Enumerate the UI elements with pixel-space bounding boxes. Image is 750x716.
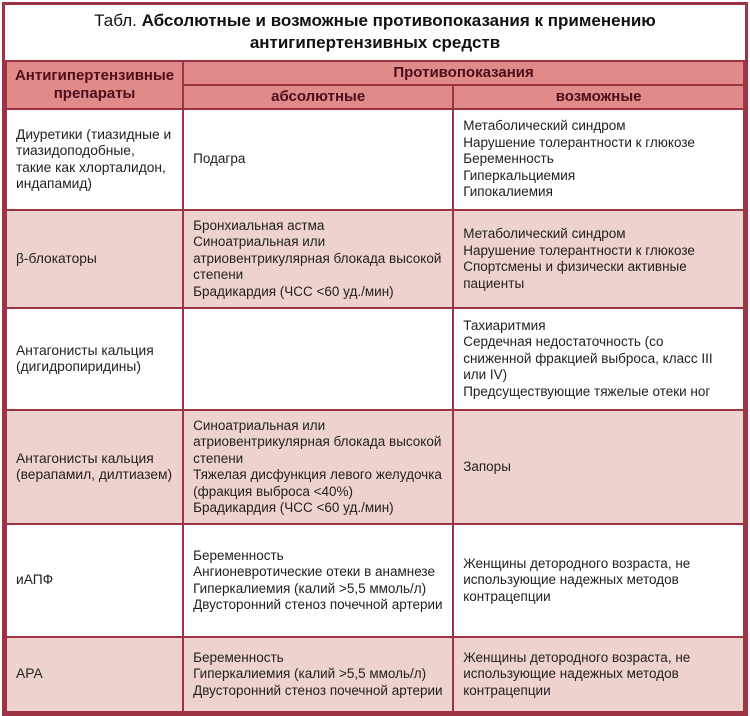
absolute-contraindications-cell bbox=[183, 210, 453, 308]
drug-name-cell: Диуретики (тиазидные и тиазидоподобные, такие как хлорталидон, индапамид) bbox=[6, 109, 183, 210]
absolute-contraindications-cell bbox=[183, 109, 453, 210]
contraindication-item: Метаболический синдром bbox=[463, 226, 626, 241]
table-title bbox=[5, 5, 745, 60]
table-header bbox=[6, 61, 744, 109]
drug-name-cell: Антагонисты кальция (верапамил, дилтиазем) bbox=[6, 410, 183, 524]
contraindications-table bbox=[5, 60, 745, 713]
contraindication-item: Гиперкальциемия bbox=[463, 167, 576, 183]
table-row-diuretics bbox=[6, 109, 744, 210]
contraindication-item: Нарушение толерантности к глюкозе bbox=[463, 134, 695, 150]
drug-name-cell: АРА bbox=[6, 637, 183, 712]
table-title-text: Абсолютные и возможные противопоказания к применению антигипертензивных средств bbox=[141, 11, 656, 52]
contraindication-item: Запоры bbox=[463, 458, 511, 474]
contraindication-item: Гиперкалиемия (калий >5,5 ммоль/л) bbox=[193, 666, 427, 682]
table-row-arb bbox=[6, 637, 744, 712]
possible-contraindications-cell bbox=[453, 410, 744, 524]
absolute-contraindications-cell bbox=[183, 308, 453, 410]
contraindication-item: Гиперкалиемия (калий >5,5 ммоль/л) bbox=[193, 580, 427, 596]
possible-contraindications-cell bbox=[453, 308, 744, 410]
contraindication-item: Сердечная недостаточность (со сниженной фракцией выброса, класс III или IV) bbox=[463, 334, 713, 383]
contraindication-item: Беременность bbox=[193, 547, 284, 563]
contraindication-item: Брадикардия (ЧСС <60 уд./мин) bbox=[193, 283, 394, 299]
table-title-prefix: Табл. bbox=[94, 11, 137, 30]
header-drugs-column: Антигипертензивные препараты bbox=[6, 61, 183, 109]
contraindication-item: Женщины детородного возраста, не использующие надежных методов контрацепции bbox=[463, 555, 691, 604]
absolute-contraindications-cell bbox=[183, 524, 453, 637]
header-contraindications-group: Противопоказания bbox=[183, 61, 744, 85]
contraindication-item: Тяжелая дисфункция левого желудочка (фракция выброса <40%) bbox=[193, 467, 442, 499]
contraindication-item: Спортсмены и физически активные пациенты bbox=[463, 259, 687, 291]
absolute-contraindications-cell bbox=[183, 637, 453, 712]
header-absolute-column: абсолютные bbox=[183, 85, 453, 109]
contraindication-item: Подагра bbox=[193, 151, 246, 167]
possible-contraindications-cell bbox=[453, 210, 744, 308]
possible-contraindications-cell bbox=[453, 109, 744, 210]
contraindication-item: Метаболический синдром bbox=[463, 118, 626, 134]
table-row-beta-blockers bbox=[6, 210, 744, 308]
contraindication-item: Нарушение толерантности к глюкозе bbox=[463, 242, 695, 258]
contraindication-item: Ангионевротические отеки в анамнезе bbox=[193, 564, 435, 579]
contraindication-item: Брадикардия (ЧСС <60 уд./мин) bbox=[193, 500, 394, 515]
contraindication-item: Гипокалиемия bbox=[463, 184, 553, 200]
header-possible-column: возможные bbox=[453, 85, 744, 109]
contraindication-item: Беременность bbox=[463, 151, 554, 167]
contraindication-item: Беременность bbox=[193, 649, 284, 665]
table-row-calcium-antagonists-dhp bbox=[6, 308, 744, 410]
possible-contraindications-cell bbox=[453, 637, 744, 712]
table-row-ace-inhibitors bbox=[6, 524, 744, 637]
contraindication-item: Бронхиальная астма bbox=[193, 217, 325, 233]
contraindication-item: Двусторонний стеноз почечной артерии bbox=[193, 597, 443, 612]
contraindication-item: Тахиаритмия bbox=[463, 317, 546, 333]
contraindication-item: Синоатриальная или атриовентрикулярная блокада высокой степени bbox=[193, 417, 442, 466]
drug-name-cell: β-блокаторы bbox=[6, 210, 183, 308]
possible-contraindications-cell bbox=[453, 524, 744, 637]
drug-name-cell: Антагонисты кальция (дигидропиридины) bbox=[6, 308, 183, 410]
drug-name-cell: иАПФ bbox=[6, 524, 183, 637]
contraindication-item: Двусторонний стеноз почечной артерии bbox=[193, 682, 443, 698]
contraindication-item: Женщины детородного возраста, не использующие надежных методов контрацепции bbox=[463, 649, 691, 698]
table-row-calcium-antagonists-verapamil bbox=[6, 410, 744, 524]
contraindication-item: Синоатриальная или атриовентрикулярная блокада высокой степени bbox=[193, 234, 442, 283]
table-frame bbox=[2, 2, 748, 716]
absolute-contraindications-cell bbox=[183, 410, 453, 524]
contraindication-item: Предсуществующие тяжелые отеки ног bbox=[463, 383, 711, 399]
